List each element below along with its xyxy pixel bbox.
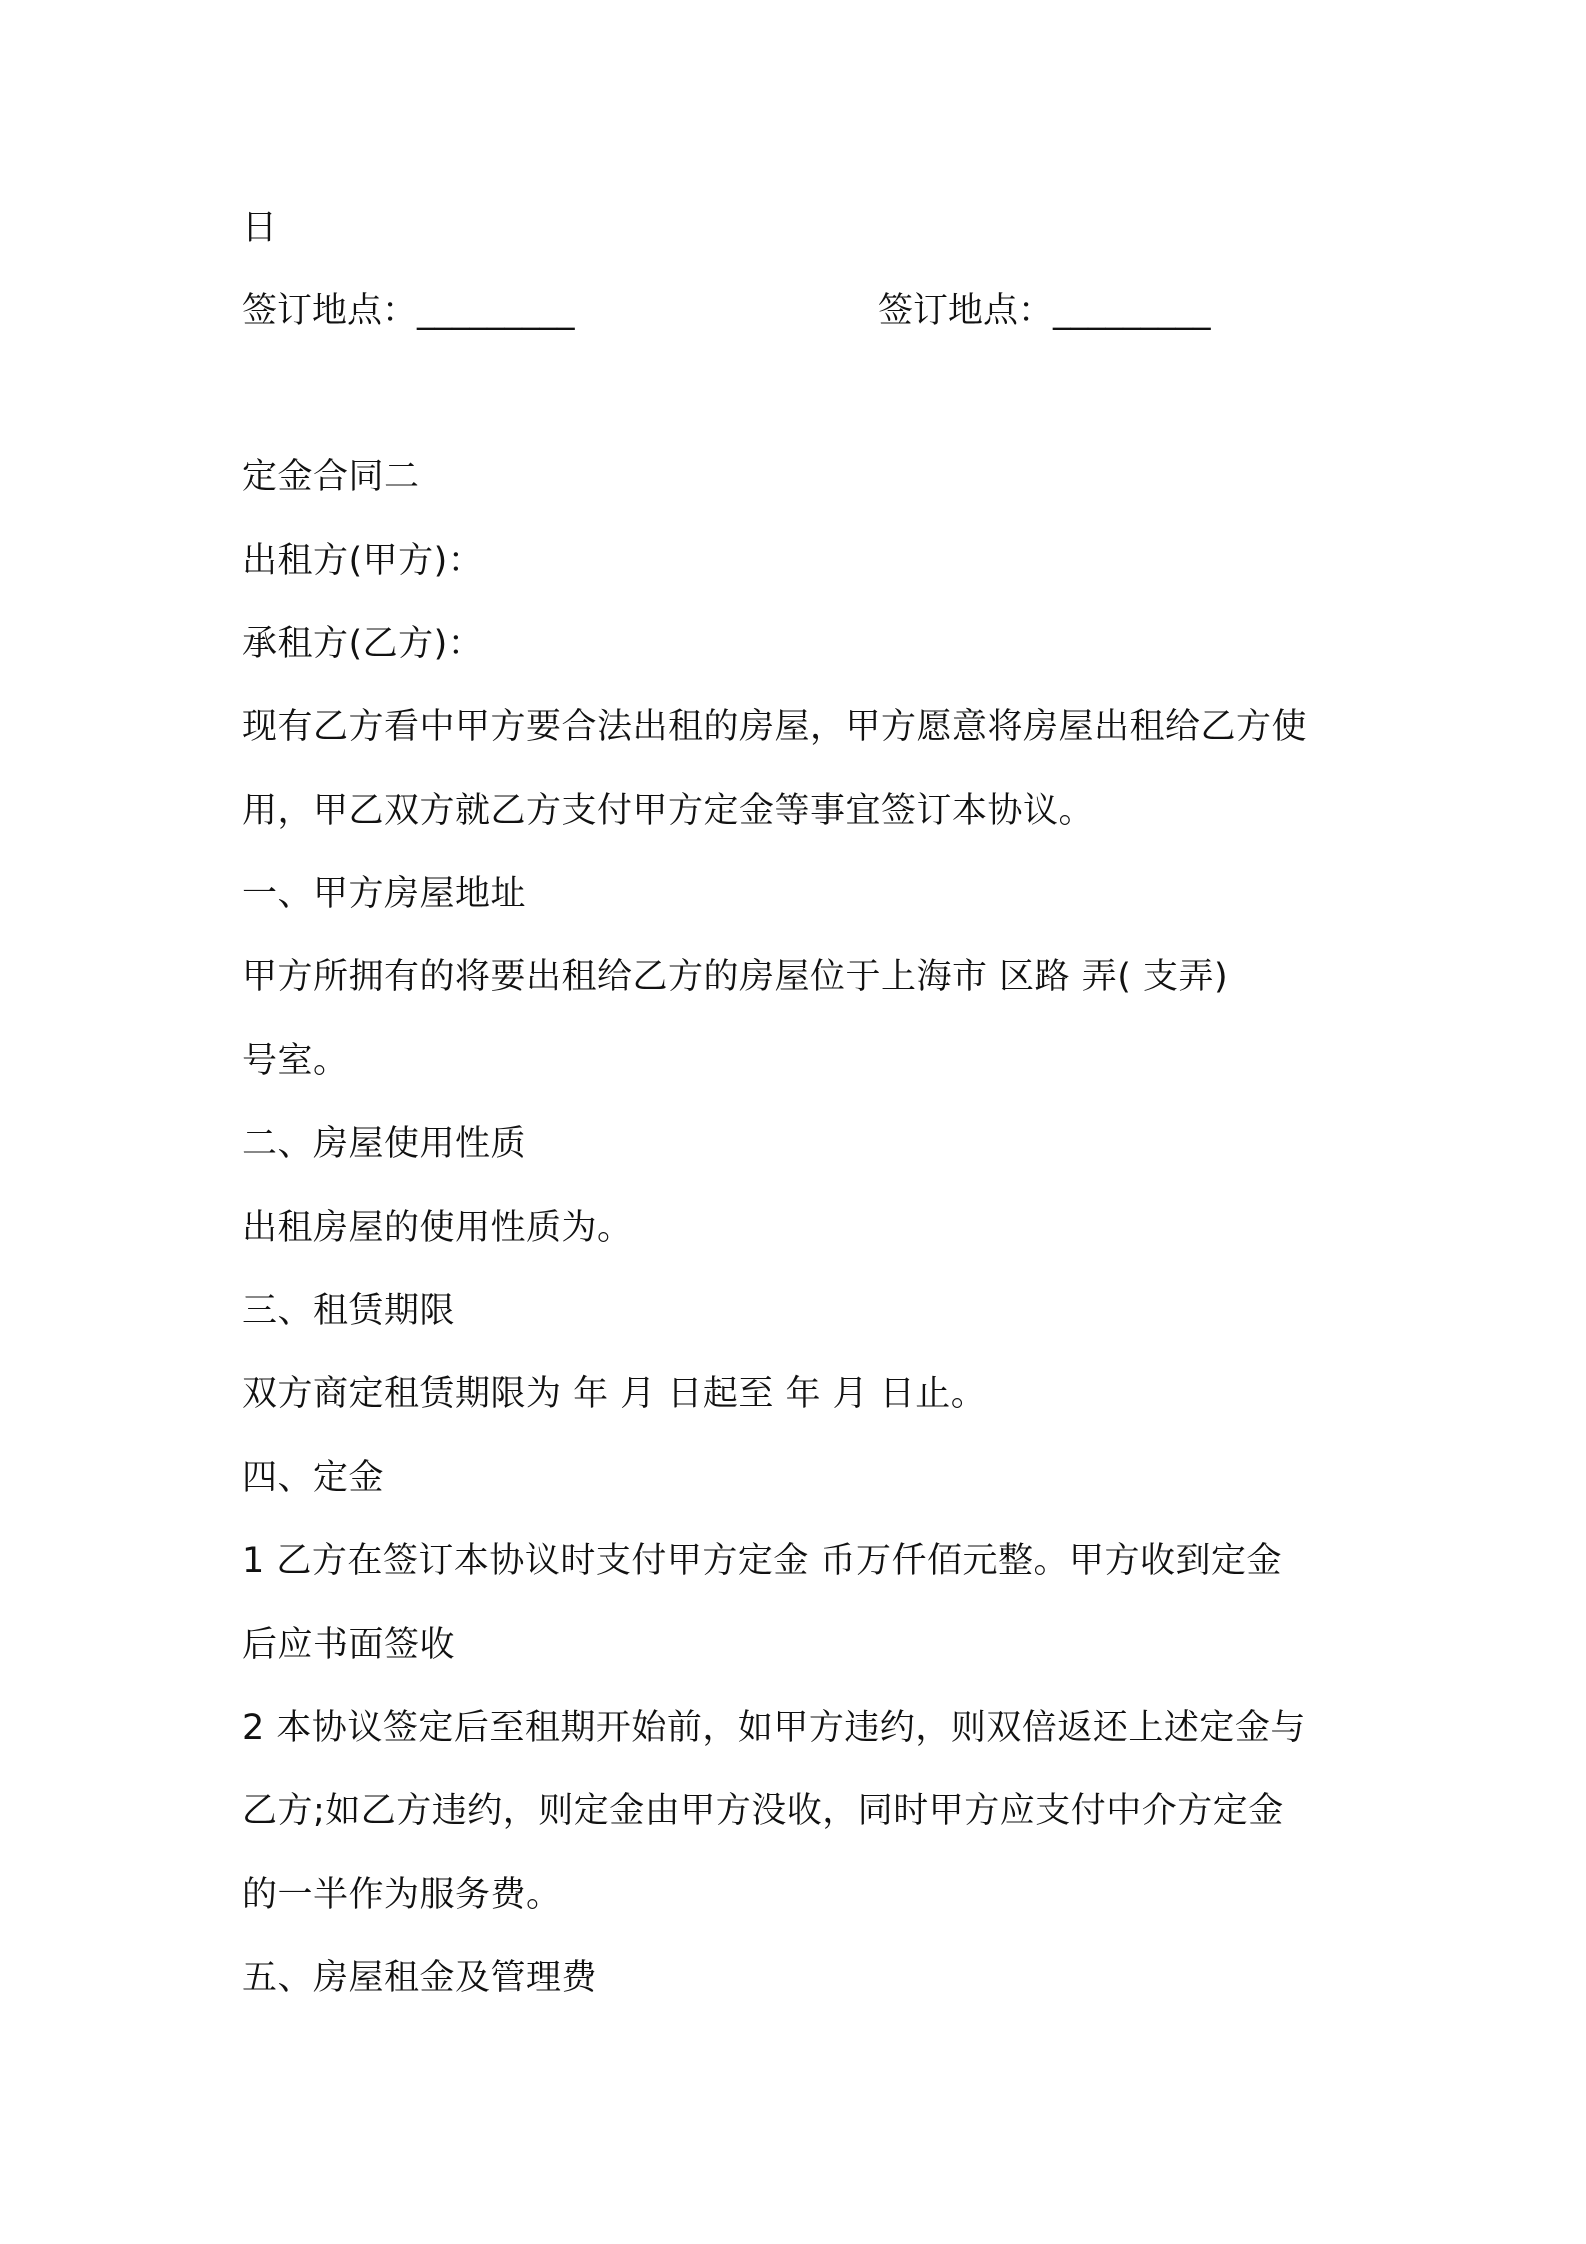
section-1-heading: 一、甲方房屋地址 xyxy=(242,874,527,914)
signing-location-row xyxy=(242,289,1362,333)
section-1-line-2: 号室。 xyxy=(242,1041,349,1081)
section-5-heading: 五、房屋租金及管理费 xyxy=(242,1958,598,1998)
intro-paragraph-line-1: 现有乙方看中甲方要合法出租的房屋，甲方愿意将房屋出租给乙方使 xyxy=(242,707,1308,747)
section-4-item-2-line-3: 的一半作为服务费。 xyxy=(242,1875,562,1915)
section-3-line-1: 双方商定租赁期限为 年 月 日起至 年 月 日止。 xyxy=(242,1374,987,1414)
section-4-heading: 四、定金 xyxy=(242,1458,385,1498)
section-4-item-2-line-2: 乙方;如乙方违约，则定金由甲方没收，同时甲方应支付中介方定金 xyxy=(242,1791,1284,1831)
section-4-item-1-line-1: 1 乙方在签订本协议时支付甲方定金 币万仟佰元整。甲方收到定金 xyxy=(242,1541,1283,1581)
section-4-item-1-line-2: 后应书面签收 xyxy=(242,1625,456,1665)
section-2-heading: 二、房屋使用性质 xyxy=(242,1124,527,1164)
section-1-line-1: 甲方所拥有的将要出租给乙方的房屋位于上海市 区路 弄( 支弄) xyxy=(242,957,1229,997)
signing-location-left: 签订地点：_________ xyxy=(242,291,575,331)
section-2-line-1: 出租房屋的使用性质为。 xyxy=(242,1208,633,1248)
lessor-label: 出租方(甲方)： xyxy=(242,541,484,581)
lessee-label: 承租方(乙方)： xyxy=(242,624,484,664)
contract-title: 定金合同二 xyxy=(242,457,420,497)
section-4-item-2-line-1: 2 本协议签定后至租期开始前，如甲方违约，则双倍返还上述定金与 xyxy=(242,1708,1306,1748)
signing-location-right: 签订地点：_________ xyxy=(878,291,1211,331)
header-fragment: 日 xyxy=(242,208,278,248)
section-3-heading: 三、租赁期限 xyxy=(242,1291,456,1331)
intro-paragraph-line-2: 用，甲乙双方就乙方支付甲方定金等事宜签订本协议。 xyxy=(242,791,1095,831)
